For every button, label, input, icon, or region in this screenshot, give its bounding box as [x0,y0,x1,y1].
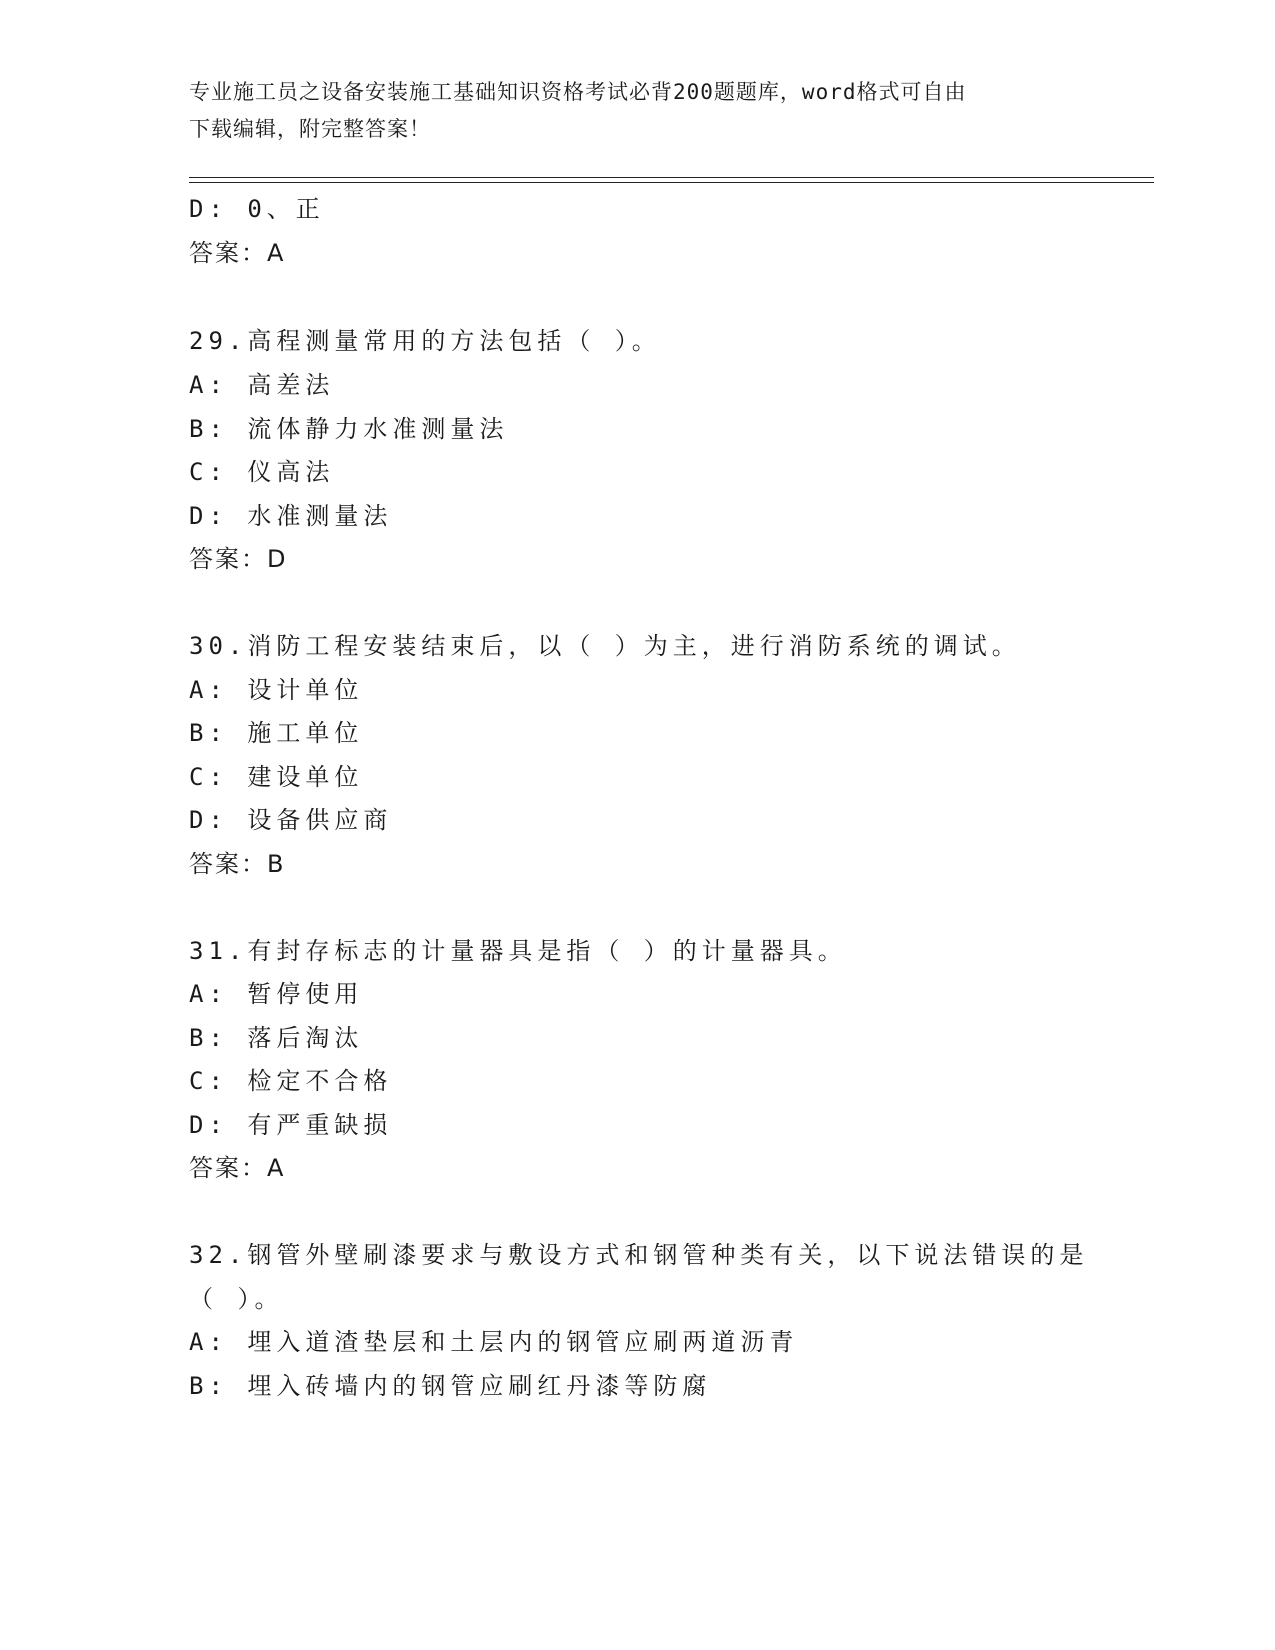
question-32-stem-continued: （ ）。 [189,1285,284,1313]
answer-label: 答案： [189,239,267,267]
question-29-answer [189,544,286,574]
question-32-option-a: A: 埋入道渣垫层和土层内的钢管应刷两道沥青 [189,1328,799,1356]
prev-answer [189,238,284,268]
question-29-stem: 29.高程测量常用的方法包括（ ）。 [189,327,661,355]
question-31-option-d: D: 有严重缺损 [189,1111,393,1139]
question-30-answer [189,849,284,879]
question-29-option-a: A: 高差法 [189,371,335,399]
header-divider-top [189,177,1154,178]
answer-value: B [267,850,285,878]
answer-value: A [267,1154,285,1182]
answer-value: A [267,239,285,267]
question-31-option-b: B: 落后淘汰 [189,1024,364,1052]
question-31-stem: 31.有封存标志的计量器具是指（ ）的计量器具。 [189,937,847,965]
answer-value: D [267,545,287,573]
question-29-option-b: B: 流体静力水准测量法 [189,415,509,443]
answer-label: 答案： [189,545,267,573]
question-29-option-c: C: 仪高法 [189,458,335,486]
prev-option-d: D: 0、正 [189,195,325,223]
answer-label: 答案： [189,850,267,878]
header-line-1: 专业施工员之设备安装施工基础知识资格考试必背200题题库，word格式可自由 [189,80,967,104]
question-31-answer [189,1153,284,1183]
header-line-2: 下载编辑，附完整答案！ [189,117,431,141]
question-32-option-b: B: 埋入砖墙内的钢管应刷红丹漆等防腐 [189,1372,712,1400]
question-31-option-c: C: 检定不合格 [189,1067,393,1095]
question-30-option-d: D: 设备供应商 [189,806,393,834]
question-30-stem: 30.消防工程安装结束后，以（ ）为主，进行消防系统的调试。 [189,632,1021,660]
page-header [189,74,1089,148]
answer-label: 答案： [189,1154,267,1182]
question-29-option-d: D: 水准测量法 [189,502,393,530]
question-30-option-b: B: 施工单位 [189,719,364,747]
header-divider-bottom [189,182,1154,183]
question-31-option-a: A: 暂停使用 [189,980,364,1008]
question-30-option-a: A: 设计单位 [189,676,364,704]
question-32-stem: 32.钢管外壁刷漆要求与敷设方式和钢管种类有关，以下说法错误的是 [189,1241,1089,1269]
question-30-option-c: C: 建设单位 [189,763,364,791]
